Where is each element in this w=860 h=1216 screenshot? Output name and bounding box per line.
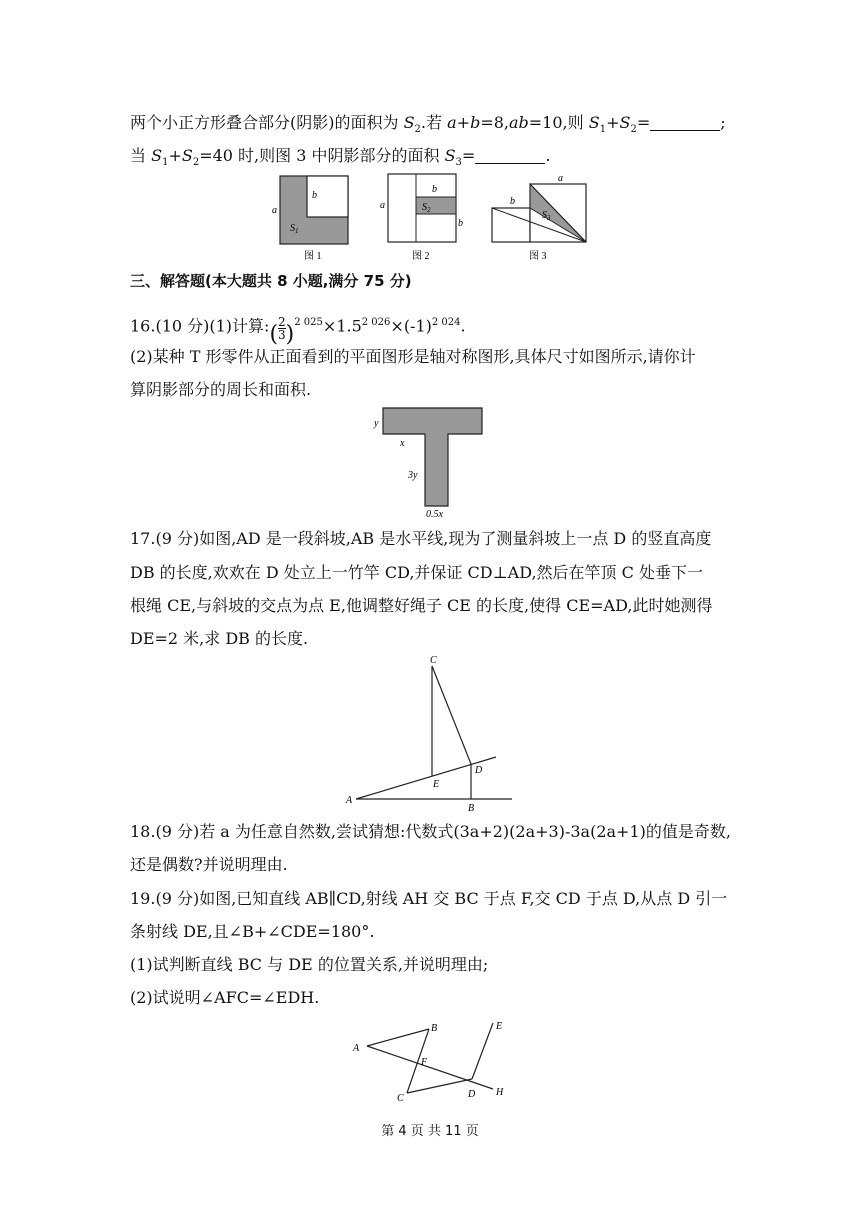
section-heading: 三、解答题(本大题共 8 小题,满分 75 分) xyxy=(130,272,412,290)
fig3-label-s3: $S_3$ xyxy=(542,210,551,222)
q15-figures xyxy=(260,168,600,266)
point-E: E xyxy=(433,779,440,790)
q16-part2-line2: 算阴影部分的周长和面积. xyxy=(130,380,312,399)
fig1-caption: 图 1 xyxy=(304,251,322,262)
point-E: E xyxy=(496,1021,503,1032)
line-CD xyxy=(407,1079,472,1093)
t-shape-figure xyxy=(370,402,490,520)
line-AB xyxy=(367,1029,429,1046)
fig3-label-b: b xyxy=(510,196,515,207)
fig2-label-b2: b xyxy=(458,218,463,229)
point-C: C xyxy=(430,655,437,666)
q17-line2: DB 的长度,欢欢在 D 处立上一竹竿 CD,并保证 CD⊥AD,然后在竿顶 C 处垂下一 xyxy=(130,563,703,582)
figure-3 xyxy=(492,173,586,262)
page-footer: 第 4 页 共 11 页 xyxy=(381,1124,479,1139)
slope-AD xyxy=(356,757,496,799)
q15-text: 两个小正方形叠合部分(阴影)的面积为 xyxy=(130,113,404,132)
q17-line3: 根绳 CE,与斜坡的交点为点 E,他调整好绳子 CE 的长度,使得 CE=AD,此时她测得 xyxy=(130,596,713,615)
q15-line2: 当 $S_1+S_2=40$ 时,则图 3 中阴影部分的面积 $S_3=$ . xyxy=(130,146,551,169)
q19-line4: (2)试说明∠AFC=∠EDH. xyxy=(130,988,320,1007)
point-A: A xyxy=(353,1043,360,1054)
q15-text: ; xyxy=(720,113,726,132)
fig1-label-s1: $S_1$ xyxy=(290,223,299,235)
pole-CD xyxy=(432,666,471,764)
point-D: D xyxy=(468,1089,476,1100)
fig2-label-a: a xyxy=(380,200,385,211)
figure-1 xyxy=(272,176,348,262)
q15-line1: 两个小正方形叠合部分(阴影)的面积为 $S_2$.若 a+b=8,ab=10,则 $S_1+S_2=$ ; xyxy=(130,113,726,136)
q17-line1: 17.(9 分)如图,AD 是一段斜坡,AB 是水平线,现为了测量斜坡上一点 D 的竖直高度 xyxy=(130,529,712,548)
q16-part1: 16.(10 分)(1)计算:( $\frac{2}{3}$ )$^{2 025}\times 1.5^{2 026}\times(-1)^{2 024}$. xyxy=(130,315,466,348)
point-C: C xyxy=(397,1093,404,1104)
point-B: B xyxy=(468,803,475,814)
q19-line1: 19.(9 分)如图,已知直线 AB∥CD,射线 AH 交 BC 于点 F,交 CD 于点 D,从点 D 引一 xyxy=(130,889,728,908)
q15-text: =10,则 xyxy=(528,113,589,132)
fig3-label-a: a xyxy=(558,173,563,184)
label-3y: 3y xyxy=(408,470,418,481)
fraction: ( $\frac{2}{3}$ ) xyxy=(269,315,295,348)
label-x: x xyxy=(400,438,405,449)
label-y: y xyxy=(374,418,379,429)
point-H: H xyxy=(496,1087,504,1098)
q19-line3: (1)试判断直线 BC 与 DE 的位置关系,并说明理由; xyxy=(130,955,489,974)
fig1-label-a: a xyxy=(272,205,277,216)
q15-text: =40 时,则图 3 中阴影部分的面积 xyxy=(199,146,445,165)
q18-line1: 18.(9 分)若 a 为任意自然数,尝试猜想:代数式(3a+2)(2a+3)-3a(2a+1)的值是奇数, xyxy=(130,822,731,841)
fig3-caption: 图 3 xyxy=(529,251,547,262)
answer-blank[interactable] xyxy=(475,147,545,164)
point-B: B xyxy=(431,1023,438,1034)
fig1-label-b: b xyxy=(312,190,317,201)
q16-part2-line1: (2)某种 T 形零件从正面看到的平面图形是轴对称图形,具体尺寸如图所示,请你计 xyxy=(130,347,696,366)
q15-text: =8, xyxy=(480,113,509,132)
parallel-lines-figure xyxy=(345,1015,515,1110)
slope-figure xyxy=(340,652,520,814)
q19-line2: 条射线 DE,且∠B+∠CDE=180°. xyxy=(130,922,375,941)
q15-text: 当 xyxy=(130,146,152,165)
fig2-label-b: b xyxy=(432,184,437,195)
q15-text: = xyxy=(636,113,651,132)
fig2-caption: 图 2 xyxy=(412,251,430,262)
q17-line4: DE=2 米,求 DB 的长度. xyxy=(130,629,309,648)
fig2-label-s2: $S_2$ xyxy=(422,202,431,214)
t-shape xyxy=(383,408,482,506)
answer-blank[interactable] xyxy=(650,114,720,131)
point-A: A xyxy=(346,795,353,806)
ray-DE xyxy=(472,1023,493,1079)
figure-2 xyxy=(380,174,463,262)
q16-prefix: 16.(10 分)(1)计算: xyxy=(130,316,270,336)
q15-text: .若 xyxy=(420,113,448,132)
q18-line2: 还是偶数?并说明理由. xyxy=(130,855,288,874)
q15-text: = xyxy=(461,146,476,165)
label-05x: 0.5x xyxy=(426,509,443,520)
point-F: F xyxy=(421,1057,428,1068)
ray-AH xyxy=(367,1046,493,1089)
point-D: D xyxy=(475,765,483,776)
q15-text: . xyxy=(545,146,551,165)
